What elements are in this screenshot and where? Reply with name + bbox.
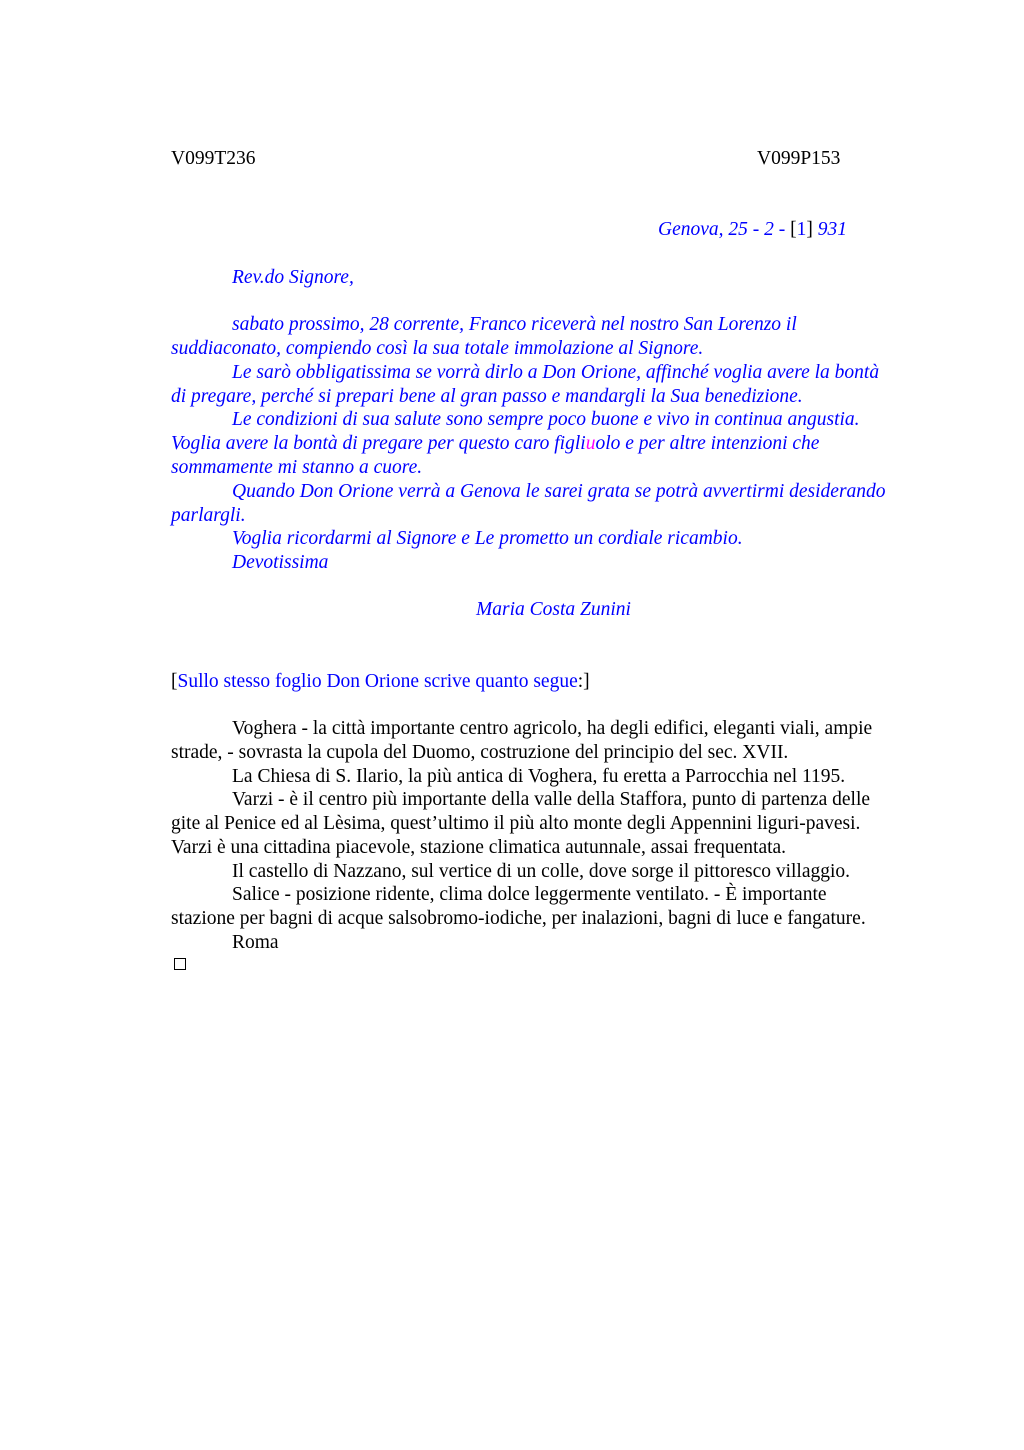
orione-paragraph-5-line-2: stazione per bagni di acque salsobromo-iodiche, per inalazioni, bagni di luce e fangature. [171,908,866,929]
letter-paragraph-2-line-1: Le sarò obbligatissima se vorrà dirlo a Don Orione, affinché voglia avere la bontà [232,362,880,383]
orione-paragraph-3-line-1: Varzi - è il centro più importante della valle della Staffora, punto di partenza delle [232,789,871,810]
orione-paragraph-3-line-2: gite al Penice ed al Lèsima, quest’ultimo il più alto monte degli Appennini liguri-pavesi. [171,813,861,834]
orione-paragraph-3-line-3: Varzi è una cittadina piacevole, stazione climatica autunnale, assai frequentata. [171,837,787,858]
header-right-code: V099P153 [757,148,841,169]
p3-text-a: Voglia avere la bontà di pregare per questo caro figli [171,433,586,454]
correction-letter: u [585,433,596,454]
date-bracket-close: ] [806,219,813,240]
date-place: Genova, 25 - 2 - [658,219,791,240]
date-bracket-number: 1 [796,219,807,240]
end-box-icon [174,958,186,970]
letter-paragraph-4-line-1: Quando Don Orione verrà a Genova le sarei grata se potrà avvertirmi desiderando [232,481,886,502]
letter-paragraph-1-line-2: suddiaconato, compiendo così la sua totale immolazione al Signore. [171,338,704,359]
letter-paragraph-5: Voglia ricordarmi al Signore e Le prometto un cordiale ricambio. [232,528,743,549]
letter-paragraph-2-line-2: di pregare, perché si prepari bene al gran passo e mandargli la Sua benedizione. [171,386,803,407]
letter-salutation: Rev.do Signore, [232,267,354,288]
p3-text-c: olo e per altre intenzioni che [595,433,820,454]
orione-paragraph-4: Il castello di Nazzano, sul vertice di un colle, dove sorge il pittoresco villaggio. [232,861,851,882]
note-bracket-open: [ [171,671,178,692]
orione-paragraph-2: La Chiesa di S. Ilario, la più antica di Voghera, fu eretta a Parrocchia nel 1195. [232,766,846,787]
letter-closing: Devotissima [232,552,329,573]
editorial-note [171,670,590,694]
letter-paragraph-3-line-1: Le condizioni di sua salute sono sempre poco buone e vivo in continua angustia. [232,409,860,430]
letter-paragraph-3-line-2 [171,432,819,456]
orione-paragraph-5-line-1: Salice - posizione ridente, clima dolce leggermente ventilato. - È importante [232,884,827,905]
letter-paragraph-3-line-3: sommamente mi stanno a cuore. [171,457,423,478]
orione-paragraph-1-line-2: strade, - sovrasta la cupola del Duomo, costruzione del principio del sec. XVII. [171,742,789,763]
date-bracket-open: [ [790,219,797,240]
orione-paragraph-1-line-1: Voghera - la città importante centro agricolo, ha degli edifici, eleganti viali, ampie [232,718,873,739]
header-left-code: V099T236 [171,148,256,169]
note-bracket-close: ] [583,671,590,692]
note-text: Sullo stesso foglio Don Orione scrive quanto segue [177,671,578,692]
letter-paragraph-1-line-1: sabato prossimo, 28 corrente, Franco riceverà nel nostro San Lorenzo il [232,314,797,335]
letter-date [658,218,847,242]
date-year: 931 [812,219,848,240]
letter-paragraph-4-line-2: parlargli. [171,505,246,526]
note-colon: : [577,671,584,692]
letter-signature: Maria Costa Zunini [476,599,631,620]
orione-paragraph-6: Roma [232,932,279,953]
